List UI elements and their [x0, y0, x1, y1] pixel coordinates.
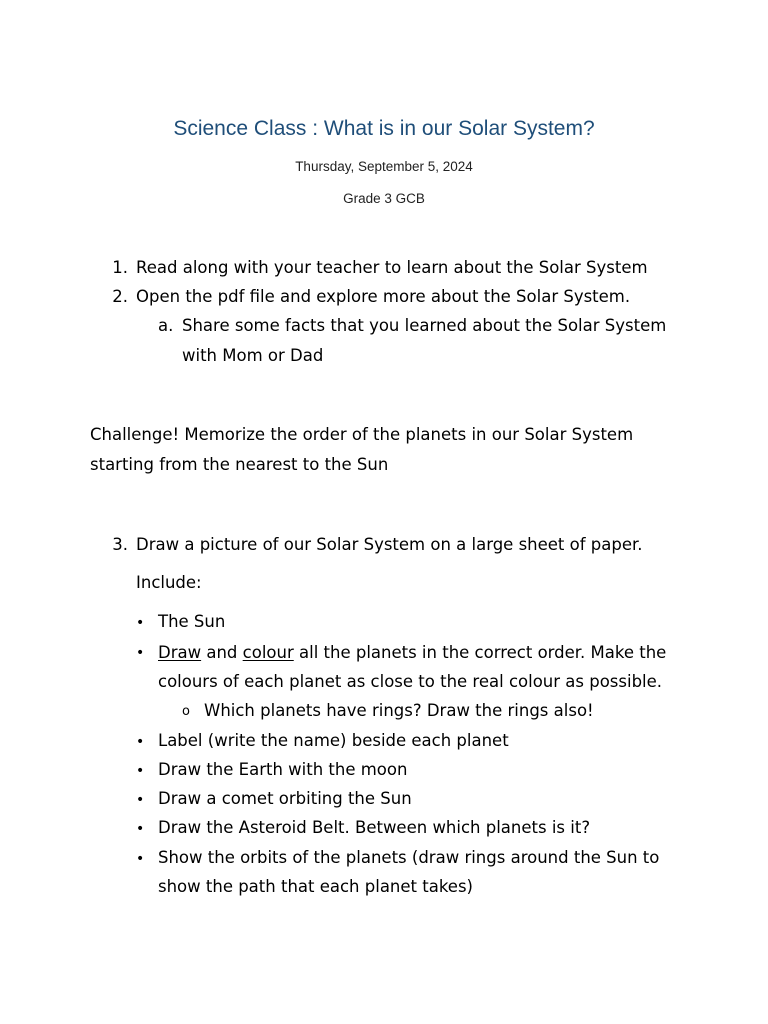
- word-and: and: [206, 643, 238, 662]
- subtask-letter: a.: [158, 316, 174, 335]
- bullet-text: The Sun: [158, 612, 226, 631]
- bullet-icon: •: [136, 645, 145, 661]
- grade-line: Grade 3 GCB: [343, 191, 425, 206]
- bullet-text-line2: show the path that each planet takes): [158, 877, 473, 896]
- bullet-text: Draw the Earth with the moon: [158, 760, 408, 779]
- bullet-icon: •: [136, 821, 145, 837]
- underlined-colour: colour: [242, 643, 294, 662]
- task-text: Draw a picture of our Solar System on a large sheet of paper.: [136, 535, 643, 554]
- bullet-icon: •: [136, 792, 145, 808]
- date-line: Thursday, September 5, 2024: [295, 159, 473, 174]
- include-label: Include:: [136, 573, 202, 592]
- subtask-text-line2: with Mom or Dad: [182, 346, 324, 365]
- challenge-line2: starting from the nearest to the Sun: [90, 455, 389, 474]
- task-number: 1.: [112, 258, 128, 277]
- bullet-icon: •: [136, 763, 145, 779]
- challenge-line1: Challenge! Memorize the order of the planets in our Solar System: [90, 425, 634, 444]
- bullet-text-line1: [158, 643, 666, 662]
- task-number: 3.: [112, 535, 128, 554]
- bullet-icon: •: [136, 734, 145, 750]
- bullet-text-line1: Show the orbits of the planets (draw rings around the Sun to: [158, 848, 660, 867]
- bullet-text: Draw the Asteroid Belt. Between which planets is it?: [158, 818, 591, 837]
- bullet-text-rest: all the planets in the correct order. Make the: [299, 643, 667, 662]
- circle-bullet-icon: o: [182, 704, 190, 719]
- subtask-text-line1: Share some facts that you learned about the Solar System: [182, 316, 667, 335]
- bullet-text: Label (write the name) beside each planet: [158, 731, 509, 750]
- task-text: Read along with your teacher to learn about the Solar System: [136, 258, 648, 277]
- bullet-icon: •: [136, 615, 145, 631]
- bullet-text-line2: colours of each planet as close to the real colour as possible.: [158, 672, 663, 691]
- page-title: Science Class : What is in our Solar System?: [173, 117, 595, 140]
- bullet-text: Draw a comet orbiting the Sun: [158, 789, 412, 808]
- task-text: Open the pdf file and explore more about the Solar System.: [136, 287, 631, 306]
- bullet-icon: •: [136, 851, 145, 867]
- task-number: 2.: [112, 287, 128, 306]
- sub-bullet-text: Which planets have rings? Draw the rings also!: [204, 701, 594, 720]
- underlined-draw: Draw: [158, 643, 202, 662]
